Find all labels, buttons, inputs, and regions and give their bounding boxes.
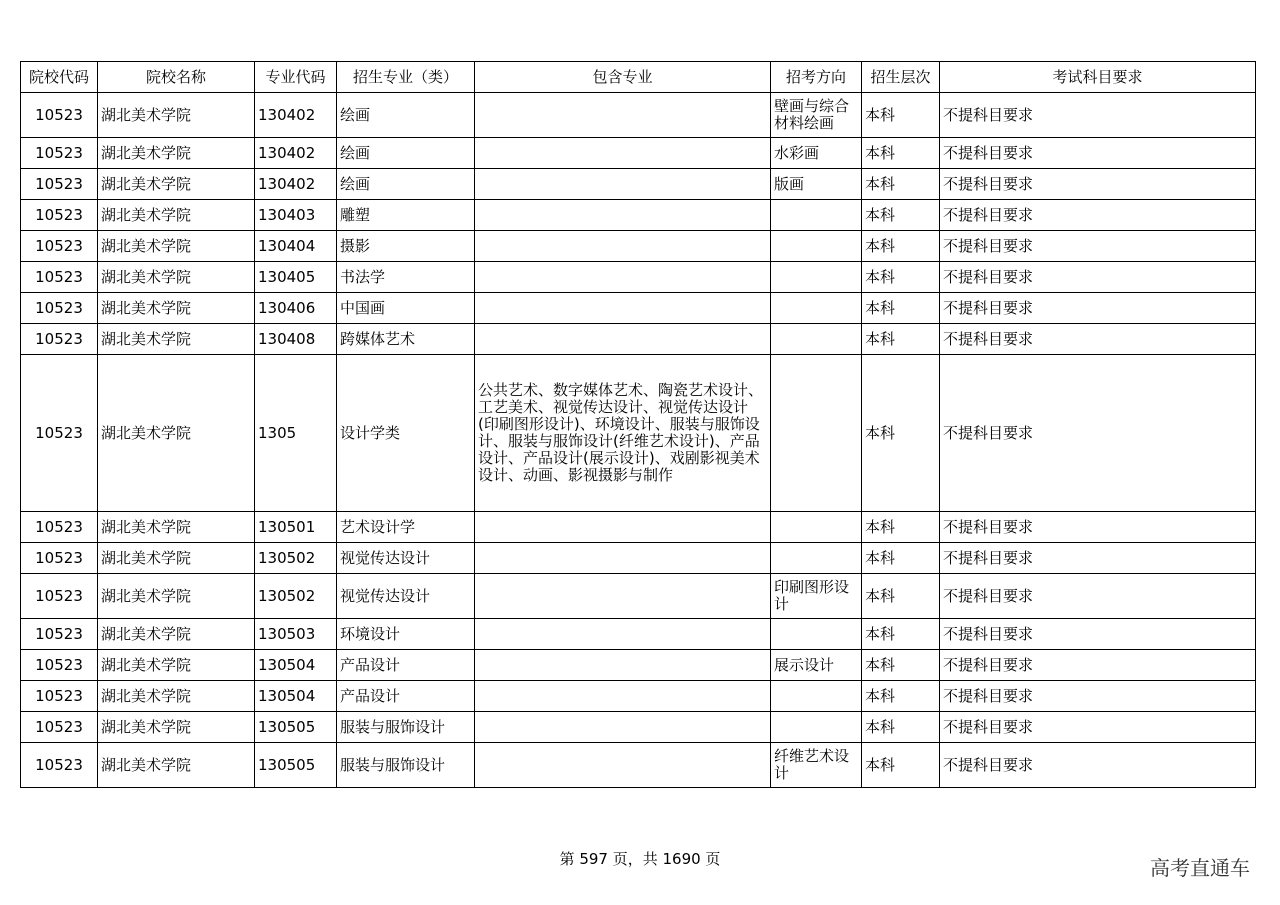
- cell-includes: [475, 543, 771, 574]
- cell-school-code: 10523: [21, 743, 98, 788]
- cell-requirement: 不提科目要求: [940, 93, 1256, 138]
- cell-major-code: 130501: [255, 512, 337, 543]
- table-row: [21, 93, 1256, 138]
- cell-level: 本科: [862, 200, 940, 231]
- cell-major-code: 130503: [255, 619, 337, 650]
- table-row: [21, 681, 1256, 712]
- cell-includes: [475, 650, 771, 681]
- cell-school-code: 10523: [21, 712, 98, 743]
- header-direction: 招考方向: [771, 62, 862, 93]
- cell-major-code: 130502: [255, 543, 337, 574]
- cell-major: 跨媒体艺术: [337, 324, 475, 355]
- cell-major-code: 130402: [255, 93, 337, 138]
- cell-school-name: 湖北美术学院: [98, 324, 255, 355]
- header-major-code: 专业代码: [255, 62, 337, 93]
- cell-level: 本科: [862, 543, 940, 574]
- table-row: [21, 200, 1256, 231]
- cell-school-name: 湖北美术学院: [98, 93, 255, 138]
- cell-requirement: 不提科目要求: [940, 324, 1256, 355]
- cell-major: 绘画: [337, 169, 475, 200]
- table-row: [21, 231, 1256, 262]
- cell-school-name: 湖北美术学院: [98, 543, 255, 574]
- cell-direction: [771, 512, 862, 543]
- cell-requirement: 不提科目要求: [940, 619, 1256, 650]
- cell-includes: [475, 324, 771, 355]
- cell-major: 艺术设计学: [337, 512, 475, 543]
- cell-direction: [771, 712, 862, 743]
- table-row: [21, 543, 1256, 574]
- cell-school-code: 10523: [21, 93, 98, 138]
- cell-major-code: 130404: [255, 231, 337, 262]
- cell-direction: [771, 324, 862, 355]
- cell-level: 本科: [862, 512, 940, 543]
- cell-major-code: 130406: [255, 293, 337, 324]
- table-row: [21, 169, 1256, 200]
- cell-requirement: 不提科目要求: [940, 743, 1256, 788]
- table-row: [21, 355, 1256, 512]
- cell-major-code: 130504: [255, 650, 337, 681]
- cell-direction: 水彩画: [771, 138, 862, 169]
- cell-includes: [475, 681, 771, 712]
- table-row: [21, 712, 1256, 743]
- cell-major-code: 1305: [255, 355, 337, 512]
- cell-requirement: 不提科目要求: [940, 681, 1256, 712]
- cell-school-name: 湖北美术学院: [98, 512, 255, 543]
- header-major: 招生专业（类）: [337, 62, 475, 93]
- cell-level: 本科: [862, 712, 940, 743]
- table-row: [21, 512, 1256, 543]
- cell-major: 雕塑: [337, 200, 475, 231]
- cell-school-code: 10523: [21, 200, 98, 231]
- cell-major: 视觉传达设计: [337, 574, 475, 619]
- cell-school-name: 湖北美术学院: [98, 231, 255, 262]
- cell-requirement: 不提科目要求: [940, 138, 1256, 169]
- cell-major: 产品设计: [337, 650, 475, 681]
- cell-major-code: 130402: [255, 169, 337, 200]
- cell-requirement: 不提科目要求: [940, 200, 1256, 231]
- table-row: [21, 574, 1256, 619]
- cell-school-code: 10523: [21, 650, 98, 681]
- cell-includes: [475, 293, 771, 324]
- cell-includes: [475, 138, 771, 169]
- table-row: [21, 262, 1256, 293]
- cell-major-code: 130402: [255, 138, 337, 169]
- cell-requirement: 不提科目要求: [940, 712, 1256, 743]
- cell-includes: [475, 743, 771, 788]
- cell-level: 本科: [862, 169, 940, 200]
- cell-school-name: 湖北美术学院: [98, 743, 255, 788]
- cell-direction: [771, 543, 862, 574]
- cell-school-name: 湖北美术学院: [98, 262, 255, 293]
- cell-level: 本科: [862, 355, 940, 512]
- watermark: 高考直通车: [1150, 856, 1250, 880]
- cell-major: 绘画: [337, 138, 475, 169]
- table-row: [21, 293, 1256, 324]
- header-school-code: 院校代码: [21, 62, 98, 93]
- table-row: [21, 138, 1256, 169]
- cell-direction: 印刷图形设计: [771, 574, 862, 619]
- cell-school-name: 湖北美术学院: [98, 355, 255, 512]
- cell-level: 本科: [862, 93, 940, 138]
- cell-level: 本科: [862, 262, 940, 293]
- cell-school-code: 10523: [21, 574, 98, 619]
- cell-school-code: 10523: [21, 619, 98, 650]
- cell-major: 视觉传达设计: [337, 543, 475, 574]
- cell-major: 中国画: [337, 293, 475, 324]
- cell-level: 本科: [862, 138, 940, 169]
- cell-direction: 纤维艺术设计: [771, 743, 862, 788]
- cell-school-name: 湖北美术学院: [98, 681, 255, 712]
- cell-direction: [771, 355, 862, 512]
- cell-includes: [475, 262, 771, 293]
- cell-level: 本科: [862, 650, 940, 681]
- header-level: 招生层次: [862, 62, 940, 93]
- cell-school-name: 湖北美术学院: [98, 574, 255, 619]
- cell-major: 摄影: [337, 231, 475, 262]
- cell-includes: 公共艺术、数字媒体艺术、陶瓷艺术设计、工艺美术、视觉传达设计、视觉传达设计(印刷图形设计)、环境设计、服装与服饰设计、服装与服饰设计(纤维艺术设计)、产品设计、产品设计(展示设计)、戏剧影视美术设计、动画、影视摄影与制作: [475, 355, 771, 512]
- cell-major-code: 130502: [255, 574, 337, 619]
- cell-level: 本科: [862, 619, 940, 650]
- cell-includes: [475, 619, 771, 650]
- cell-school-name: 湖北美术学院: [98, 169, 255, 200]
- cell-direction: [771, 262, 862, 293]
- admission-table: [20, 61, 1256, 788]
- cell-major-code: 130408: [255, 324, 337, 355]
- table-row: [21, 650, 1256, 681]
- cell-school-code: 10523: [21, 681, 98, 712]
- cell-school-name: 湖北美术学院: [98, 619, 255, 650]
- cell-major: 绘画: [337, 93, 475, 138]
- table-row: [21, 743, 1256, 788]
- cell-major: 产品设计: [337, 681, 475, 712]
- cell-level: 本科: [862, 231, 940, 262]
- cell-requirement: 不提科目要求: [940, 512, 1256, 543]
- cell-school-code: 10523: [21, 543, 98, 574]
- cell-direction: 壁画与综合材料绘画: [771, 93, 862, 138]
- cell-includes: [475, 574, 771, 619]
- cell-requirement: 不提科目要求: [940, 231, 1256, 262]
- cell-major-code: 130505: [255, 712, 337, 743]
- cell-includes: [475, 169, 771, 200]
- cell-major: 设计学类: [337, 355, 475, 512]
- table-row: [21, 619, 1256, 650]
- cell-school-name: 湖北美术学院: [98, 200, 255, 231]
- cell-major-code: 130504: [255, 681, 337, 712]
- cell-school-code: 10523: [21, 231, 98, 262]
- cell-school-name: 湖北美术学院: [98, 650, 255, 681]
- cell-school-code: 10523: [21, 138, 98, 169]
- cell-major: 服装与服饰设计: [337, 743, 475, 788]
- cell-major: 环境设计: [337, 619, 475, 650]
- header-requirement: 考试科目要求: [940, 62, 1256, 93]
- page-number: 第 597 页，共 1690 页: [559, 850, 721, 868]
- cell-level: 本科: [862, 574, 940, 619]
- cell-level: 本科: [862, 293, 940, 324]
- header-school-name: 院校名称: [98, 62, 255, 93]
- cell-major-code: 130405: [255, 262, 337, 293]
- cell-requirement: 不提科目要求: [940, 262, 1256, 293]
- cell-direction: [771, 231, 862, 262]
- cell-major: 服装与服饰设计: [337, 712, 475, 743]
- cell-school-code: 10523: [21, 512, 98, 543]
- cell-major-code: 130505: [255, 743, 337, 788]
- header-row: [21, 62, 1256, 93]
- cell-level: 本科: [862, 743, 940, 788]
- cell-school-name: 湖北美术学院: [98, 138, 255, 169]
- cell-direction: [771, 293, 862, 324]
- cell-school-name: 湖北美术学院: [98, 712, 255, 743]
- cell-includes: [475, 200, 771, 231]
- cell-school-code: 10523: [21, 324, 98, 355]
- cell-school-code: 10523: [21, 262, 98, 293]
- cell-requirement: 不提科目要求: [940, 543, 1256, 574]
- cell-major-code: 130403: [255, 200, 337, 231]
- cell-requirement: 不提科目要求: [940, 355, 1256, 512]
- cell-requirement: 不提科目要求: [940, 169, 1256, 200]
- cell-level: 本科: [862, 681, 940, 712]
- cell-school-code: 10523: [21, 169, 98, 200]
- cell-includes: [475, 231, 771, 262]
- cell-includes: [475, 512, 771, 543]
- cell-includes: [475, 712, 771, 743]
- cell-requirement: 不提科目要求: [940, 650, 1256, 681]
- cell-direction: [771, 200, 862, 231]
- cell-level: 本科: [862, 324, 940, 355]
- cell-school-code: 10523: [21, 355, 98, 512]
- cell-requirement: 不提科目要求: [940, 574, 1256, 619]
- cell-direction: 展示设计: [771, 650, 862, 681]
- cell-requirement: 不提科目要求: [940, 293, 1256, 324]
- cell-direction: 版画: [771, 169, 862, 200]
- cell-major: 书法学: [337, 262, 475, 293]
- header-includes: 包含专业: [475, 62, 771, 93]
- cell-direction: [771, 681, 862, 712]
- table-row: [21, 324, 1256, 355]
- cell-direction: [771, 619, 862, 650]
- cell-includes: [475, 93, 771, 138]
- cell-school-code: 10523: [21, 293, 98, 324]
- cell-school-name: 湖北美术学院: [98, 293, 255, 324]
